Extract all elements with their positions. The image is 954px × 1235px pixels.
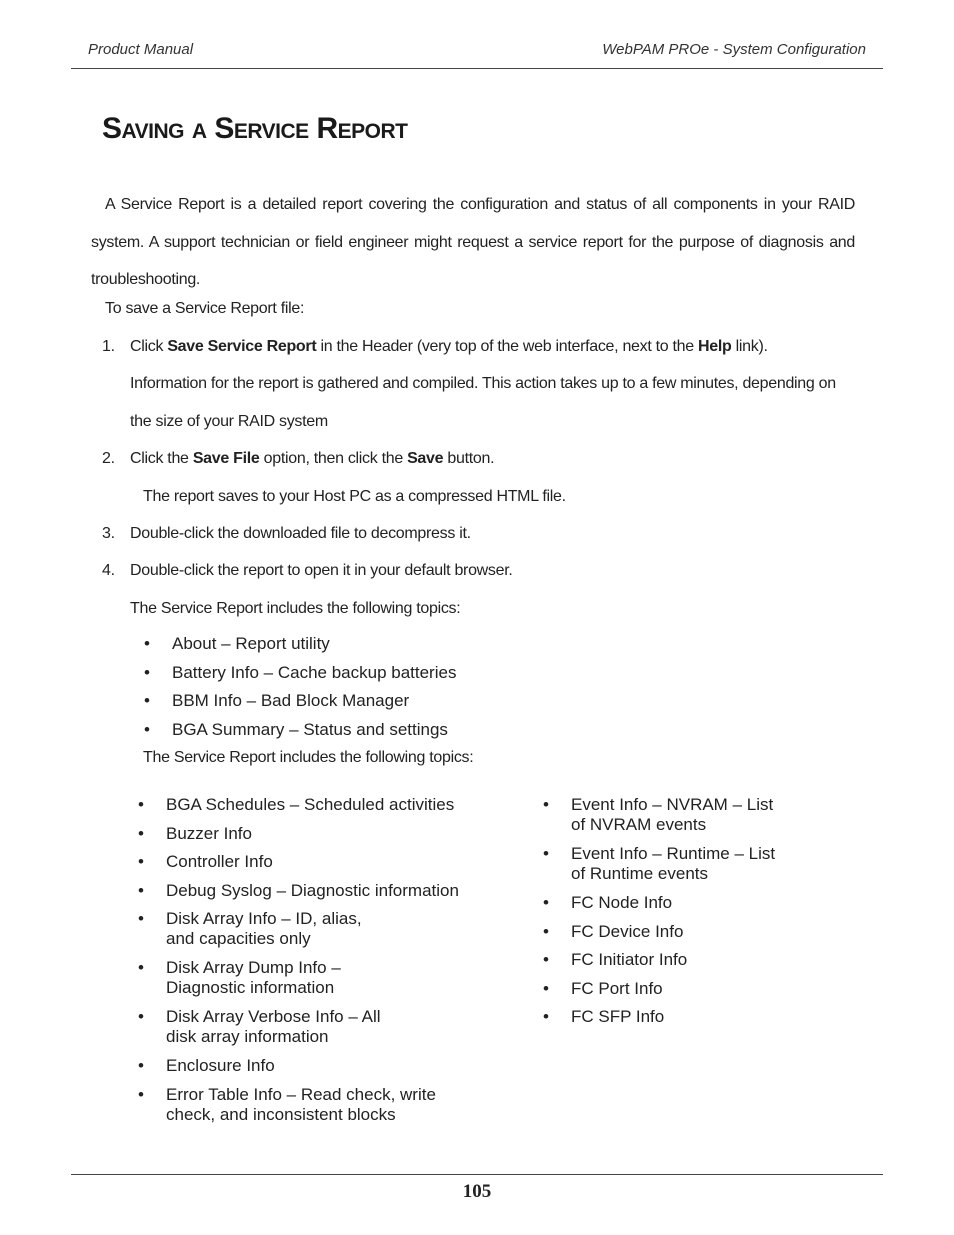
bullet-icon: • bbox=[144, 662, 150, 682]
intro-paragraph: A Service Report is a detailed report covering the configuration and status of all components in your RAID system. A support technician or field engineer might request a service report for the purpose of diagnosis and troubleshooting. bbox=[91, 196, 855, 288]
step-number: 3. bbox=[102, 525, 115, 542]
bullet-icon: • bbox=[543, 893, 549, 912]
list-item-text: Event Info – Runtime – List of Runtime events bbox=[571, 844, 776, 883]
step-number: 4. bbox=[102, 562, 115, 579]
list-item-text: FC Node Info bbox=[571, 893, 673, 912]
list-item-text: Error Table Info – Read check, write check, and inconsistent blocks bbox=[166, 1084, 436, 1124]
bullet-icon: • bbox=[138, 823, 144, 843]
bullet-icon: • bbox=[543, 978, 549, 998]
step-3-text: Double-click the downloaded file to decompress it. bbox=[130, 525, 471, 542]
bullet-icon: • bbox=[144, 691, 150, 710]
footer-rule bbox=[71, 1174, 883, 1175]
list-item-text: BGA Summary – Status and settings bbox=[172, 719, 448, 739]
step-1-note-line-2: the size of your RAID system bbox=[130, 413, 328, 430]
list-item-text: BGA Schedules – Scheduled activities bbox=[166, 795, 455, 814]
section-title: SAVING A SERVICE REPORT bbox=[102, 112, 408, 145]
list-item-text: Disk Array Verbose Info – All disk array information bbox=[166, 1007, 381, 1046]
topics-intro-2: The Service Report includes the following topics: bbox=[143, 749, 474, 766]
list-item-text: Disk Array Info – ID, alias, and capacities only bbox=[166, 909, 362, 948]
header-rule bbox=[71, 68, 883, 69]
list-item-text: Battery Info – Cache backup batteries bbox=[172, 662, 457, 682]
bullet-icon: • bbox=[138, 795, 144, 814]
bullet-icon: • bbox=[543, 921, 549, 941]
bullet-icon: • bbox=[138, 1007, 144, 1026]
bullet-icon: • bbox=[543, 795, 549, 814]
topics-intro: The Service Report includes the following topics: bbox=[130, 600, 461, 617]
step-4-text: Double-click the report to open it in your default browser. bbox=[130, 562, 513, 579]
list-item-text: Buzzer Info bbox=[166, 823, 252, 843]
bullet-icon: • bbox=[144, 634, 150, 653]
bullet-icon: • bbox=[138, 880, 144, 900]
bullet-icon: • bbox=[138, 1056, 144, 1075]
page-number: 105 bbox=[462, 1181, 492, 1202]
list-item-text: Controller Info bbox=[166, 852, 273, 871]
header-right: WebPAM PROe - System Configuration bbox=[602, 41, 866, 58]
step-2-text: Click the Save File option, then click the Save button. bbox=[130, 450, 495, 467]
running-header bbox=[88, 41, 866, 61]
list-item-text: BBM Info – Bad Block Manager bbox=[172, 691, 410, 710]
bullet-icon: • bbox=[543, 844, 549, 863]
bullet-icon: • bbox=[138, 958, 144, 977]
list-item-text: Debug Syslog – Diagnostic information bbox=[166, 880, 459, 900]
step-number: 2. bbox=[102, 450, 115, 467]
step-number: 1. bbox=[102, 338, 115, 355]
bullet-icon: • bbox=[138, 1084, 144, 1104]
bullet-icon: • bbox=[144, 719, 150, 739]
list-item-text: Disk Array Dump Info – Diagnostic information bbox=[166, 958, 341, 997]
list-item-text: FC Initiator Info bbox=[571, 950, 688, 969]
step-1-note-line-1: Information for the report is gathered and compiled. This action takes up to a few minutes, depending on bbox=[130, 375, 836, 392]
list-item-text: About – Report utility bbox=[172, 634, 330, 653]
list-item-text: Enclosure Info bbox=[166, 1056, 275, 1075]
header-left: Product Manual bbox=[88, 41, 194, 58]
list-item-text: Event Info – NVRAM – List of NVRAM events bbox=[571, 795, 774, 834]
bullet-icon: • bbox=[138, 852, 144, 871]
list-item-text: FC SFP Info bbox=[571, 1007, 665, 1026]
to-save-text: To save a Service Report file: bbox=[105, 300, 305, 317]
step-2-note: The report saves to your Host PC as a compressed HTML file. bbox=[143, 488, 566, 505]
list-item-text: FC Device Info bbox=[571, 921, 684, 941]
bullet-icon: • bbox=[543, 1007, 549, 1026]
step-1-text: Click Save Service Report in the Header (very top of the web interface, next to the Help link). bbox=[130, 338, 768, 355]
bullet-icon: • bbox=[543, 950, 549, 969]
list-item-text: FC Port Info bbox=[571, 978, 663, 998]
bullet-icon: • bbox=[138, 909, 144, 928]
